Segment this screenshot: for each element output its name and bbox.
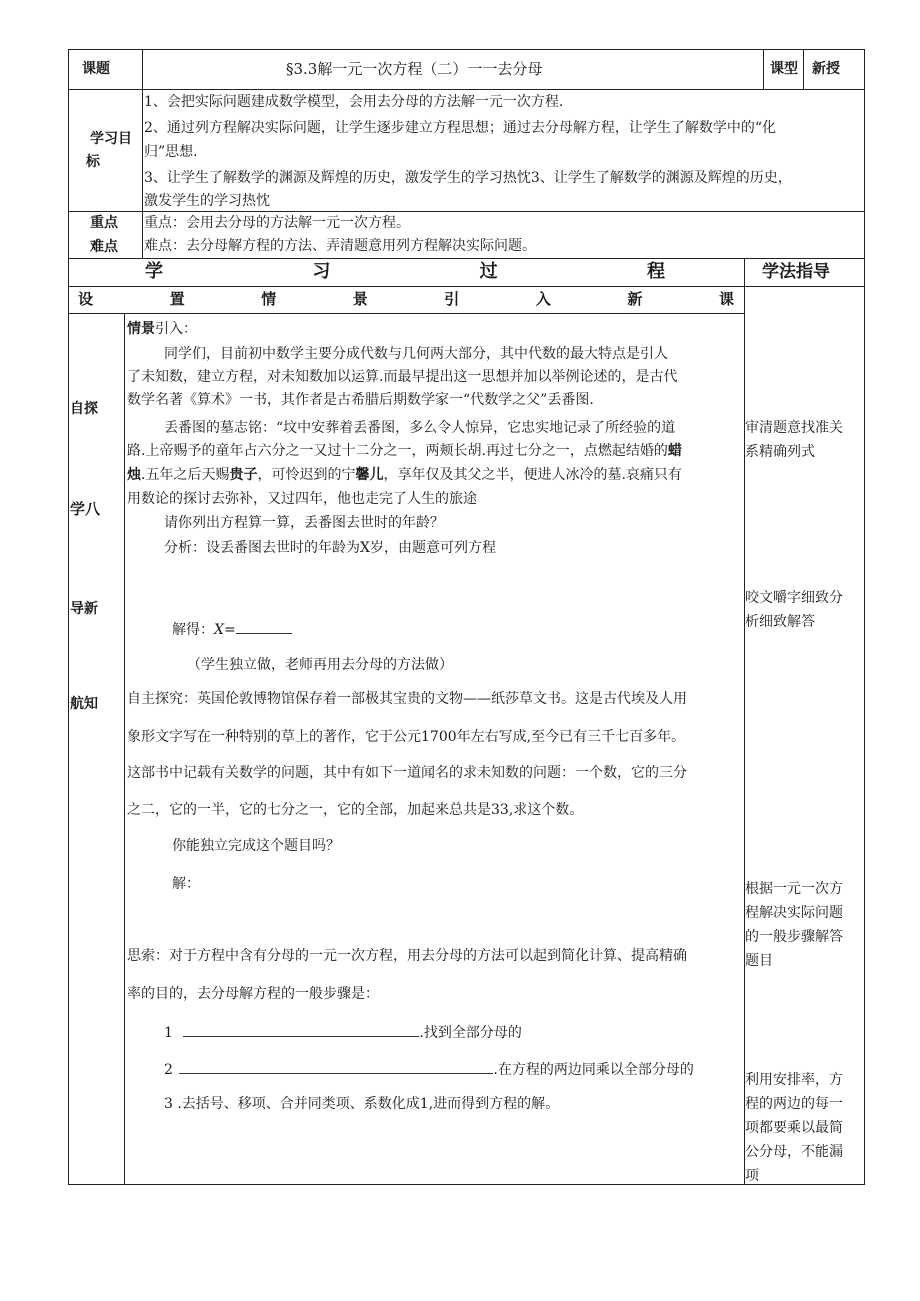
step-1: [164, 1020, 522, 1043]
lesson-type-value: 新授: [812, 61, 840, 77]
guide-note-4c: 项都要乘以最简: [745, 1120, 843, 1136]
guide-note-1a: 审清题意找准关: [745, 420, 843, 436]
rule-guide-col: [744, 258, 745, 1185]
guide-header: 学法指导: [762, 262, 830, 282]
para2-line2-text: 路.上帝赐予的童年占六分之一又过十二分之一，两颊长胡.再过七分之一，点燃起结婚的: [127, 443, 668, 459]
side-label-2: 学八: [70, 500, 101, 518]
guide-note-2a: 咬文嚼字细致分: [745, 590, 843, 606]
solution-label: 解：: [172, 876, 200, 892]
para1-line2: 了未知数，建立方程，对未知数加以运算.而最早提出这一思想并加以举例论述的，是古代: [127, 369, 678, 385]
process-char-4: 程: [646, 261, 665, 282]
guide-note-1: [745, 416, 843, 464]
side-label-3: 导新: [70, 601, 98, 617]
rule-type-col-b: [803, 49, 804, 89]
step-2-blank[interactable]: [179, 1057, 493, 1074]
question-2: 你能独立完成这个题目吗？: [172, 838, 340, 854]
keypoints-label-1: 重点: [90, 215, 118, 231]
process-char-2: 习: [312, 261, 331, 282]
key-point: 重点：会用去分母的方法解一元一次方程。: [144, 215, 410, 231]
para2-line1: 丢番图的墓志铭：“坟中安葬着丢番图，多么令人惊异，它忠实地记录了所经验的道: [164, 420, 676, 436]
intro-char-4: 景: [352, 290, 368, 308]
para2-bold-child: 馨儿: [355, 467, 384, 483]
objectives-label-2: 标: [86, 154, 100, 170]
objective-3b: 激发学生的学习热忱: [144, 193, 270, 209]
intro-char-7: 新: [627, 290, 643, 308]
guide-note-2b: 析细致解答: [745, 614, 815, 630]
guide-note-3b: 程解决实际问题: [745, 905, 843, 921]
teacher-hint: （学生独立做，老师再用去分母的方法做）: [187, 657, 453, 673]
para2-text-c: ，享年仅及其父之半，便进人冰冷的墓.哀痛只有: [383, 467, 682, 483]
rule-title-bottom: [68, 89, 865, 90]
guide-note-4e: 项: [745, 1168, 759, 1184]
solve-line: [172, 617, 292, 640]
para2-text-a: .五年之后天赐: [141, 467, 230, 483]
intro-char-5: 引: [444, 290, 460, 308]
explore-line2: 象形文字写在一种特别的草上的著作，它于公元1700年左右写成,至今已有三千七百多年。: [127, 729, 686, 745]
lesson-title: §3.3解一元一次方程（二）一一去分母: [286, 60, 543, 78]
solve-variable: X=: [214, 622, 236, 638]
step-3: 3 .去括号、移项、合并同类项、系数化成1,进而得到方程的解。: [164, 1096, 560, 1112]
topic-label: 课题: [82, 61, 110, 77]
explore-line3: 这部书中记载有关数学的问题，其中有如下一道闻名的求未知数的问题：一个数，它的三分: [127, 765, 687, 781]
intro-char-2: 置: [169, 290, 185, 308]
para1-line3: 数学名著《算术》一书，其作者是古希腊后期数学家一“代数学之父”丢番图.: [127, 392, 594, 408]
scene-heading: [127, 319, 197, 339]
rule-type-col-a: [763, 49, 764, 89]
para2-line4: 用数论的探讨去弥补，又过四年，他也走完了人生的旅途: [127, 491, 477, 507]
explore-line1: 自主探究：英国伦敦博物馆保存着一部极其宝贵的文物——纸莎草文书。这是古代埃及人用: [127, 691, 687, 707]
think-line1: 思索：对于方程中含有分母的一元一次方程，用去分母的方法可以起到简化计算、提高精确: [127, 948, 687, 964]
guide-note-1b: 系精确列式: [745, 444, 815, 460]
rule-side-col: [124, 313, 125, 1185]
intro-char-6: 入: [535, 290, 551, 308]
para1-line1: 同学们，目前初中数学主要分成代数与几何两大部分，其中代数的最大特点是引人: [164, 346, 668, 362]
para2-bold-candle: 烛: [127, 467, 141, 483]
intro-char-3: 情: [261, 290, 277, 308]
step-1-number: 1: [164, 1025, 173, 1041]
guide-note-3c: 的一般步骤解答: [745, 929, 843, 945]
analysis: 分析：设丢番图去世时的年龄为X岁，由题意可列方程: [164, 540, 496, 556]
step-2: [164, 1057, 694, 1080]
rule-keypoints-bottom: [68, 258, 865, 259]
step-1-blank[interactable]: [183, 1020, 419, 1037]
rule-label-col: [142, 49, 143, 258]
objective-2b: 归”思想.: [144, 144, 198, 160]
solve-label: 解得：: [172, 622, 214, 638]
guide-note-4d: 公分母，不能漏: [745, 1144, 843, 1160]
para2-text-b: ，可怜迟到的宁: [257, 467, 356, 483]
explore-line4: 之二，它的一半，它的七分之一，它的全部，加起来总共是33,求这个数。: [127, 802, 584, 818]
step-1-text: .找到全部分母的: [419, 1025, 522, 1041]
objective-3a: 3、让学生了解数学的渊源及辉煌的历史，激发学生的学习热忱3、让学生了解数学的渊源及辉煌的历史，: [144, 170, 792, 186]
lesson-type-label: 课型: [770, 61, 798, 77]
answer-blank[interactable]: [236, 617, 292, 634]
guide-note-3: [745, 877, 843, 973]
process-char-3: 过: [479, 261, 498, 282]
para2-line2-bold: 蜡: [667, 443, 682, 459]
intro-header: [78, 289, 734, 309]
question-1: 请你列出方程算一算，丢番图去世时的年龄？: [164, 515, 444, 531]
guide-note-3a: 根据一元一次方: [745, 881, 843, 897]
rule-objectives-bottom: [68, 211, 865, 212]
keypoints-label-2: 难点: [90, 239, 118, 255]
intro-char-1: 设: [78, 290, 94, 308]
guide-note-4a: 利用安排率，方: [745, 1072, 843, 1088]
process-header: [145, 260, 665, 284]
para2-line3: [127, 465, 682, 485]
scene-heading-rest: 引入：: [155, 321, 197, 337]
para2-bold-son: 贵子: [229, 467, 258, 483]
scene-heading-bold: 情景: [127, 321, 155, 337]
step-2-text: .在方程的两边同乘以全部分母的: [493, 1062, 694, 1078]
intro-char-8: 课: [718, 290, 734, 308]
rule-process-header-bottom: [68, 286, 865, 287]
objective-1: 1、会把实际问题建成数学模型，会用去分母的方法解一元一次方程.: [144, 94, 564, 110]
guide-note-4b: 程的两边的每一: [745, 1096, 843, 1112]
guide-note-4: [745, 1068, 843, 1188]
difficulty-point: 难点：去分母解方程的方法、弄清题意用列方程解决实际问题。: [144, 238, 536, 254]
objective-2a: 2、通过列方程解决实际问题，让学生逐步建立方程思想；通过去分母解方程，让学生了解数学中的“化: [144, 120, 777, 136]
rule-intro-header-bottom: [68, 313, 744, 314]
side-label-1: 自探: [70, 401, 98, 417]
process-char-1: 学: [145, 261, 163, 282]
objectives-label-1: 学习目: [90, 131, 132, 147]
para2-line2: [127, 441, 682, 461]
side-label-4: 航知: [70, 696, 98, 712]
think-line2: 率的目的，去分母解方程的一般步骤是：: [127, 986, 379, 1002]
guide-note-2: [745, 586, 843, 634]
step-2-number: 2: [164, 1062, 173, 1078]
guide-note-3d: 题目: [745, 953, 773, 969]
